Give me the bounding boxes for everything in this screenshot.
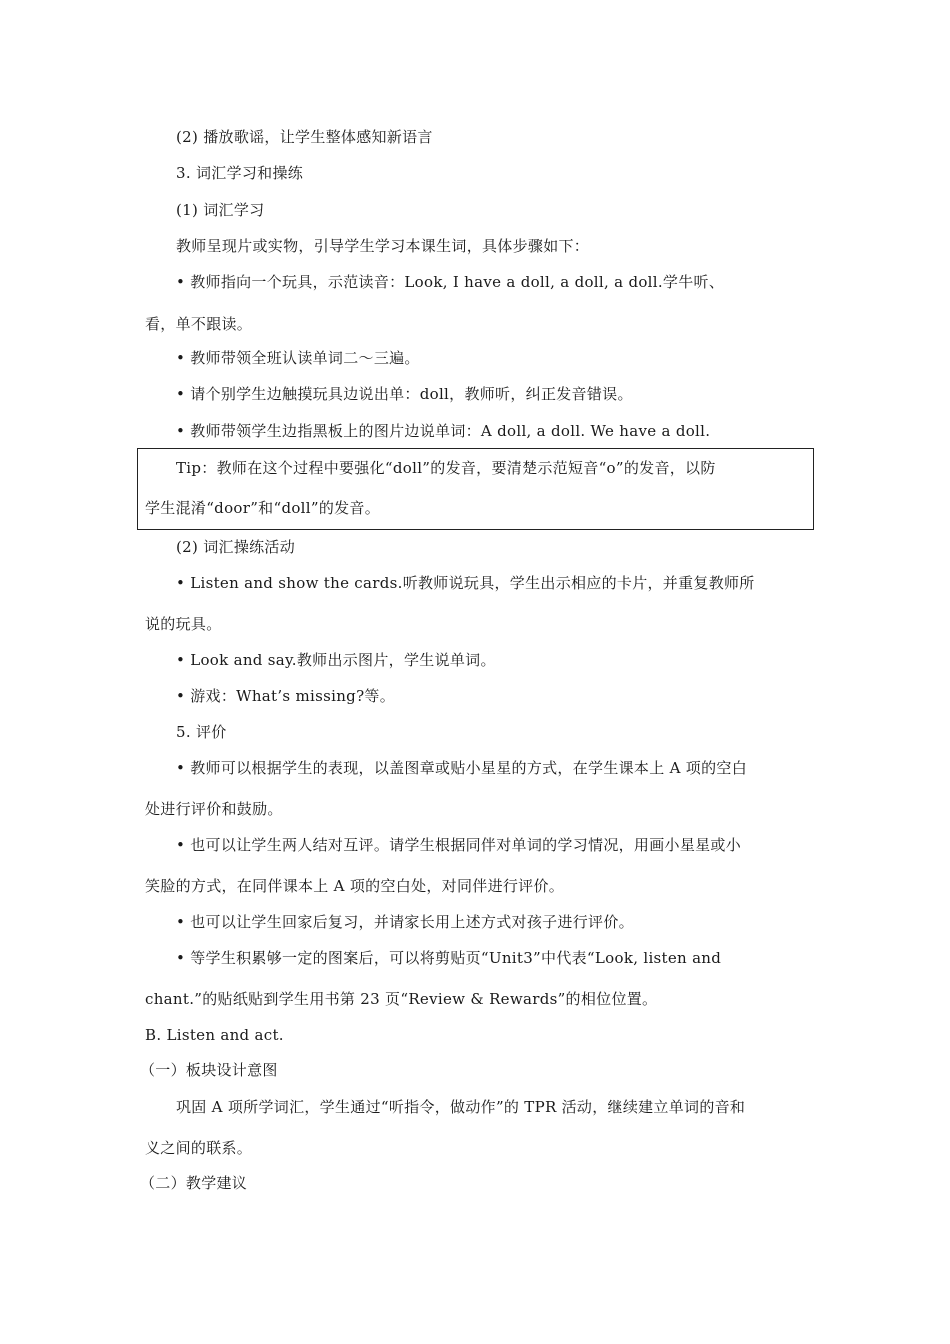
- eval-2-line-2: 笑脸的方式，在同伴课本上 A 项的空白处，对同伴进行评价。: [145, 877, 565, 895]
- activity-1-line-2: 说的玩具。: [145, 615, 222, 633]
- design-intent-line-2: 义之间的联系。: [145, 1139, 253, 1157]
- part-b-heading: B. Listen and act.: [145, 1026, 284, 1044]
- design-intent-line-1: 巩固 A 项所学词汇，学生通过“听指令，做动作”的 TPR 活动，继续建立单词的音和: [176, 1098, 746, 1116]
- step-2-song: (2) 播放歌谣，让学生整体感知新语言: [176, 128, 433, 146]
- subsection-2-heading: (2) 词汇操练活动: [176, 538, 296, 556]
- eval-2-line-1: • 也可以让学生两人结对互评。请学生根据同伴对单词的学习情况，用画小星星或小: [176, 836, 742, 854]
- design-intent-heading: （一）板块设计意图: [140, 1061, 278, 1079]
- eval-3: • 也可以让学生回家后复习，并请家长用上述方式对孩子进行评价。: [176, 913, 634, 931]
- section-5-heading: 5. 评价: [176, 723, 227, 741]
- bullet-4: • 教师带领学生边指黑板上的图片边说单词：A doll, a doll. We have a doll.: [176, 422, 711, 440]
- eval-4-line-2: chant.”的贴纸贴到学生用书第 23 页“Review & Rewards”的相位位置。: [145, 990, 658, 1008]
- tip-line-1: Tip：教师在这个过程中要强化“doll”的发音，要清楚示范短音“o”的发音，以防: [176, 459, 716, 477]
- bullet-1-line-2: 看，单不跟读。: [145, 315, 253, 333]
- activity-1-line-1: • Listen and show the cards.听教师说玩具，学生出示相应的卡片，并重复教师所: [176, 574, 755, 592]
- activity-3: • 游戏：What’s missing?等。: [176, 687, 396, 705]
- bullet-1-line-1: • 教师指向一个玩具，示范读音：Look, I have a doll, a doll, a doll.学牛听、: [176, 273, 725, 291]
- eval-1-line-1: • 教师可以根据学生的表现，以盖图章或贴小星星的方式，在学生课本上 A 项的空白: [176, 759, 747, 777]
- tip-line-2: 学生混淆“door”和“doll”的发音。: [145, 499, 381, 517]
- subsection-1-heading: (1) 词汇学习: [176, 201, 265, 219]
- section-3-heading: 3. 词汇学习和操练: [176, 164, 304, 182]
- eval-4-line-1: • 等学生积累够一定的图案后，可以将剪贴页“Unit3”中代表“Look, listen and: [176, 949, 722, 967]
- paragraph-intro: 教师呈现片或实物，引导学生学习本课生词，具体步骤如下：: [176, 237, 590, 255]
- bullet-2: • 教师带领全班认读单词二～三遍。: [176, 349, 420, 367]
- activity-2: • Look and say.教师出示图片，学生说单词。: [176, 651, 496, 669]
- bullet-3: • 请个别学生边触摸玩具边说出单：doll，教师听，纠正发音错误。: [176, 385, 633, 403]
- eval-1-line-2: 处进行评价和鼓励。: [145, 800, 283, 818]
- teaching-suggestions-heading: （二）教学建议: [140, 1174, 248, 1192]
